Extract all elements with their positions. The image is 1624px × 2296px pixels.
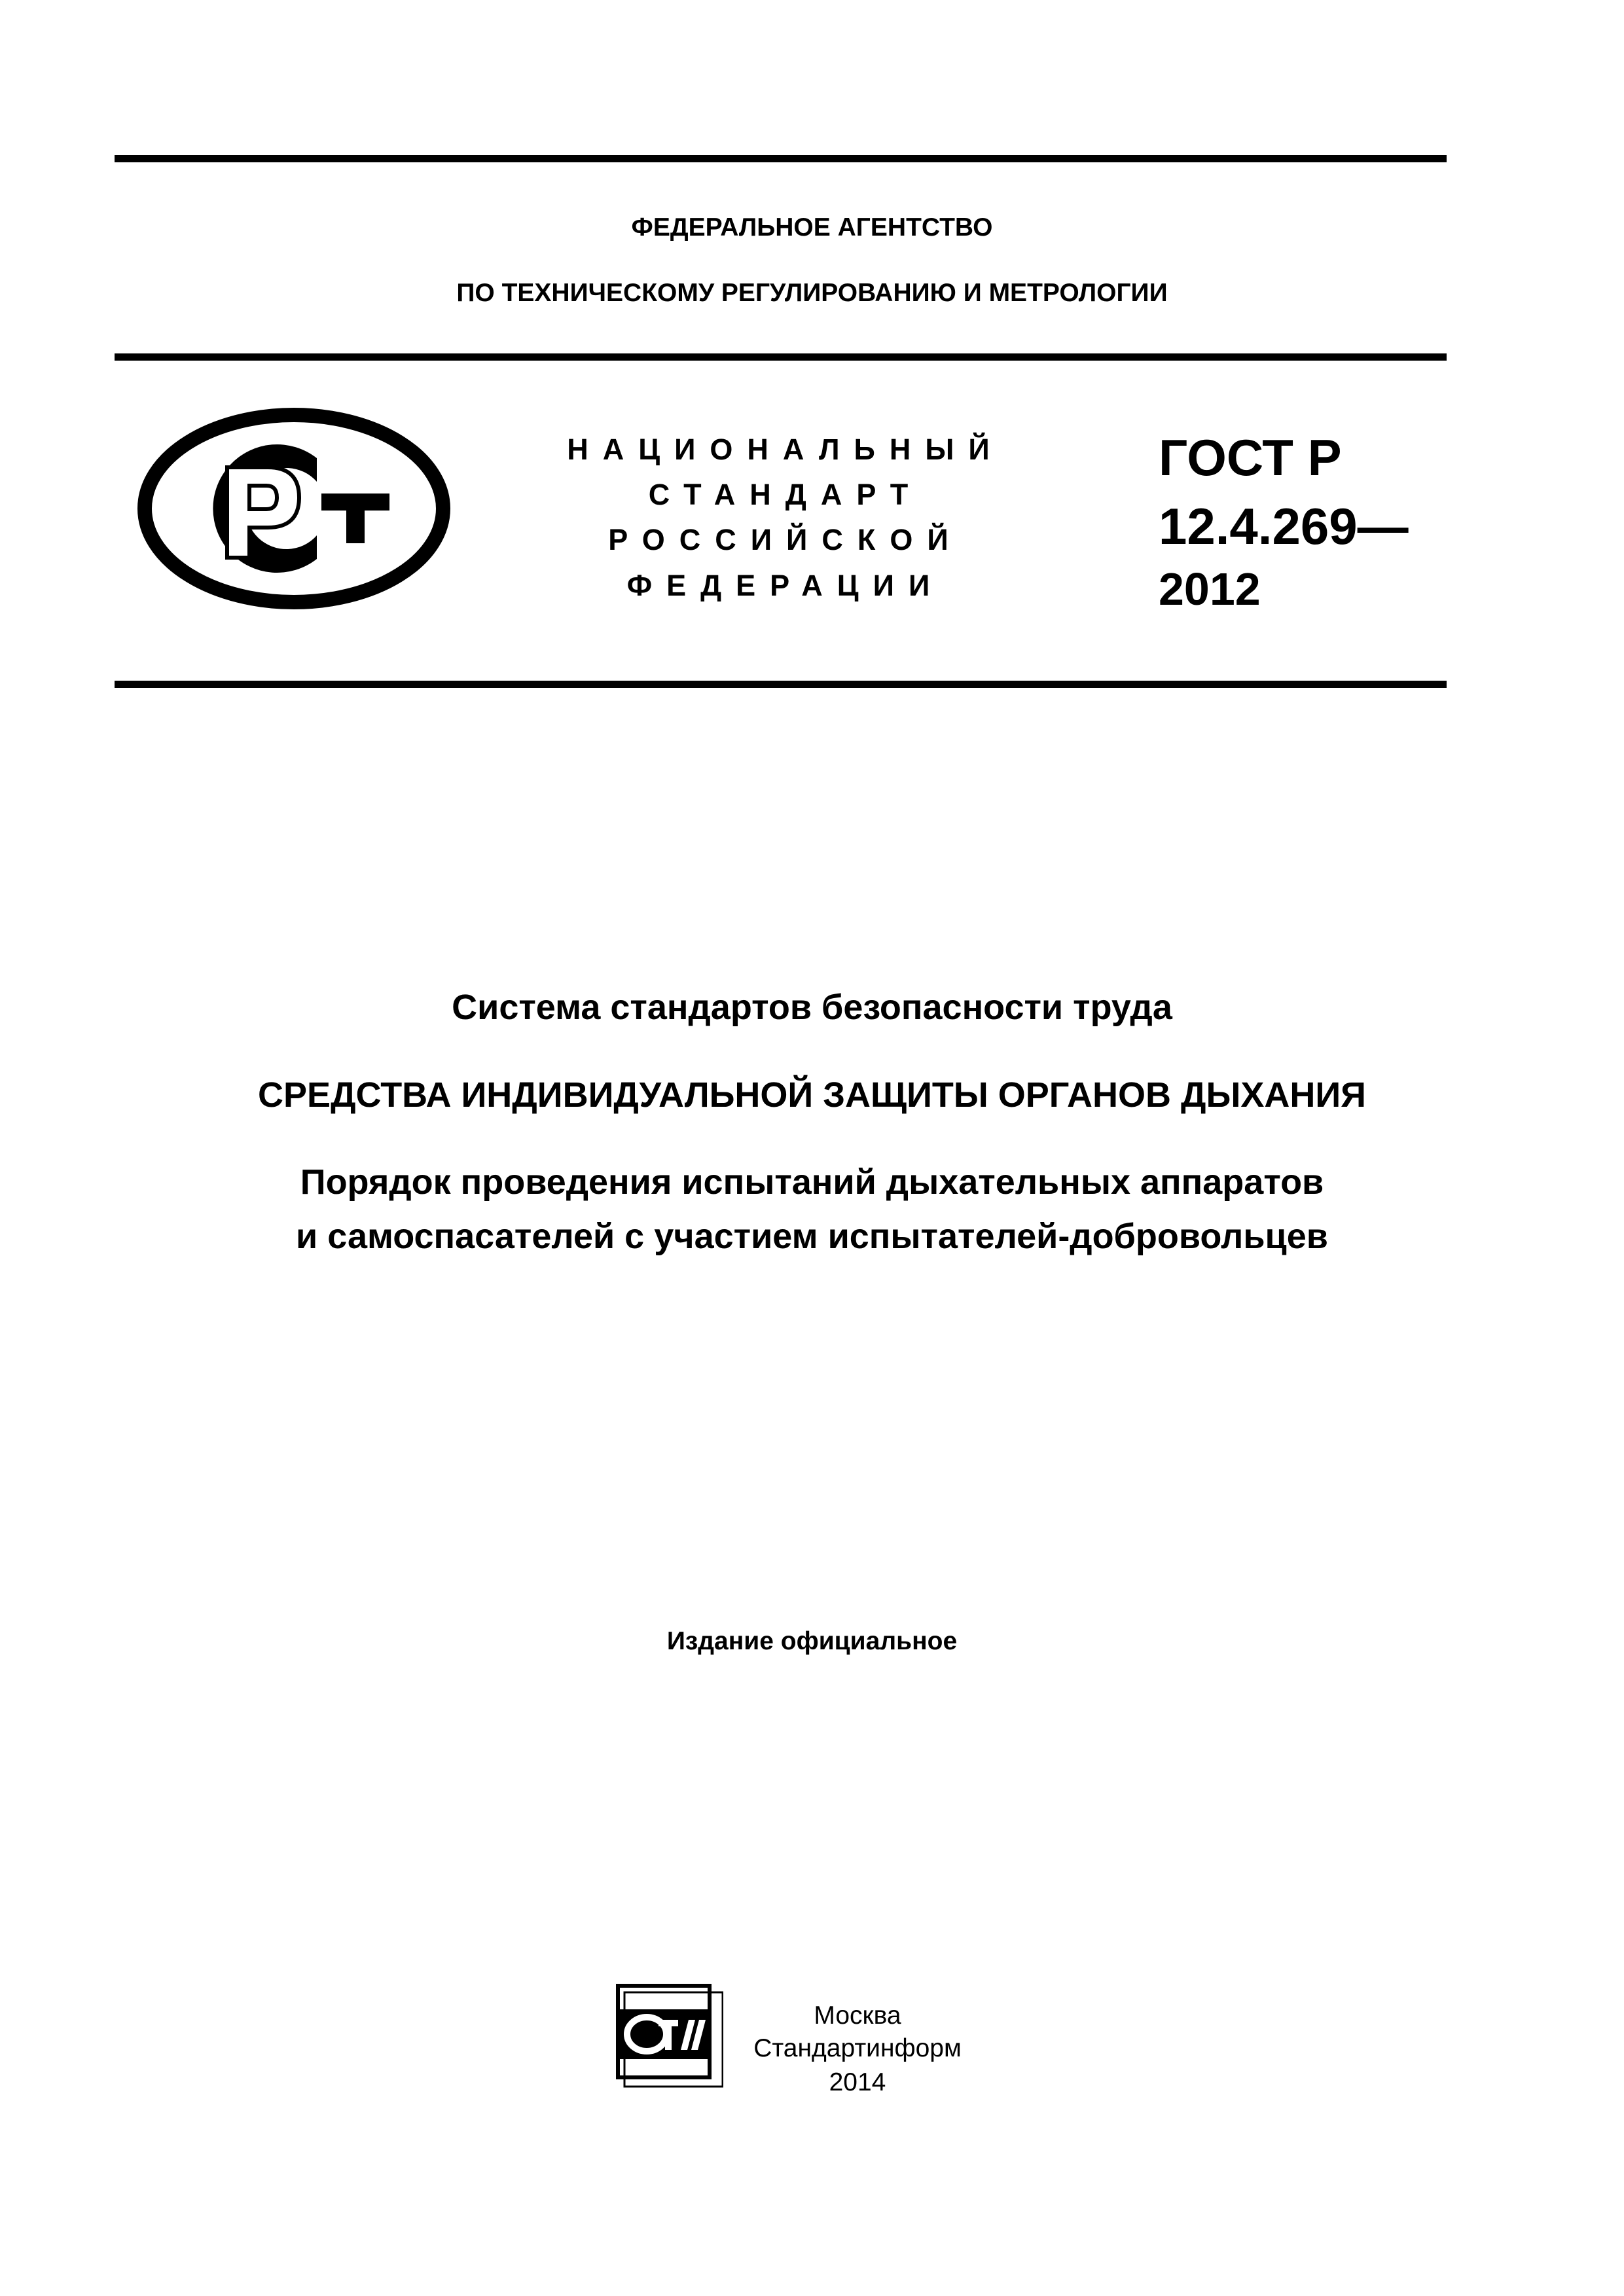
subtitle-line-2: и самоспасателей с участием испытателей-добровольцев xyxy=(296,1217,1328,1256)
imprint-city: Москва xyxy=(814,2001,901,2030)
gost-rst-logo-icon xyxy=(137,407,451,610)
standartinform-logo-icon xyxy=(615,1983,723,2088)
agency-line-1: ФЕДЕРАЛЬНОЕ АГЕНТСТВО xyxy=(631,213,993,242)
subtitle-line-1: Порядок проведения испытаний дыхательных аппаратов xyxy=(300,1162,1324,1202)
national-standard-line-1: НАЦИОНАЛЬНЫЙ xyxy=(567,433,1004,466)
standard-designation-number: 12.4.269— xyxy=(1159,497,1409,555)
imprint-year: 2014 xyxy=(829,2068,886,2096)
agency-line-2: ПО ТЕХНИЧЕСКОМУ РЕГУЛИРОВАНИЮ И МЕТРОЛОГИИ xyxy=(456,279,1168,307)
national-standard-line-4: ФЕДЕРАЦИИ xyxy=(626,569,945,602)
imprint-publisher: Стандартинформ xyxy=(753,2034,962,2062)
main-title: СРЕДСТВА ИНДИВИДУАЛЬНОЙ ЗАЩИТЫ ОРГАНОВ ДЫХАНИЯ xyxy=(258,1075,1366,1115)
series-title: Система стандартов безопасности труда xyxy=(452,988,1172,1027)
header-rule xyxy=(115,353,1447,361)
standard-designation-year: 2012 xyxy=(1159,564,1261,615)
top-rule xyxy=(115,155,1447,162)
national-standard-line-2: СТАНДАРТ xyxy=(648,478,923,511)
standard-designation-prefix: ГОСТ Р xyxy=(1159,429,1342,486)
edition-note: Издание официальное xyxy=(666,1627,958,1655)
gost-logo-text: РСТ xyxy=(137,407,138,408)
publisher-logo-text: СТИ xyxy=(615,1983,617,1984)
national-standard-line-3: РОССИЙСКОЙ xyxy=(608,523,963,556)
lower-rule xyxy=(115,681,1447,688)
